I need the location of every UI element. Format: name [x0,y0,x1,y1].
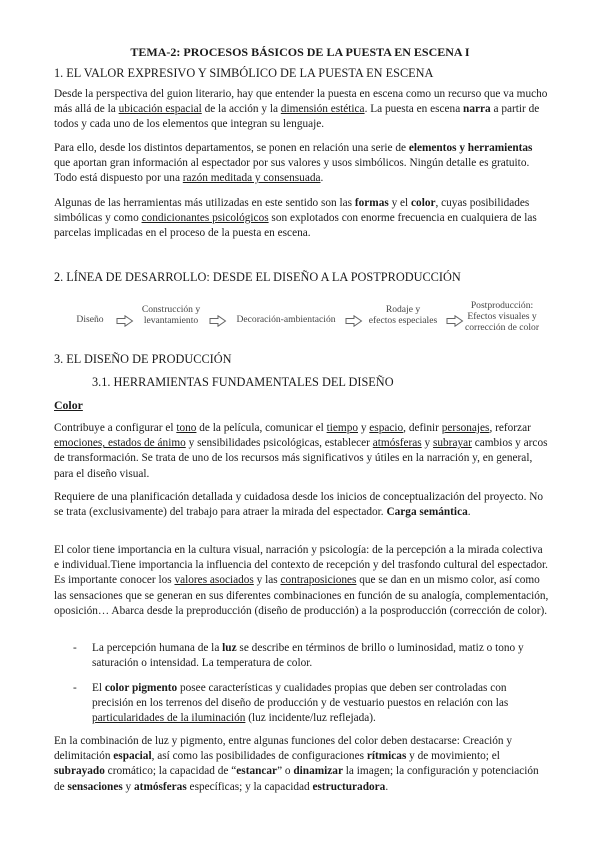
underlined-text: emociones, estados de ánimo [54,437,186,450]
underlined-text: subrayar [432,437,472,450]
text-run: . [385,780,389,793]
text-run: Algunas de las herramientas más utilizadas en este sentido son las [54,197,355,209]
text-run: . La puesta en escena [364,103,464,116]
text-run: y sensibilidades psicológicas, establecer [185,437,373,450]
section-1-paragraph-2 [54,141,550,187]
text-run: En la combinación de luz y pigmento, entre algunas funciones del color deben destacarse: Creación y delimitación [54,735,512,763]
section-3-heading: 3. EL DISEÑO DE PRODUCCIÓN [54,352,232,366]
underlined-text: atmósferas [372,437,422,450]
bold-text: luz [222,642,237,654]
text-run: Desde la perspectiva del guion literario, hay que entender la puesta en escena como un recurso que va mucho más allá de la [54,88,548,116]
section-1-paragraph-3 [54,196,550,242]
text-run: que se dan en un mismo color, así como las sensaciones que se generan en sus diferentes combinaciones en función de su analogía, complementación, oposición… Abarca desde la preproducción (diseño de producción) a la posproducción (corrección de color). [54,574,549,617]
bold-text: elementos y herramientas [408,142,533,154]
flow-step-line: Efectos visuales y [467,311,537,322]
underlined-text: ubicación espacial [118,103,202,116]
flow-step-line: Postproducción: [470,300,534,311]
underlined-text: valores asociados [174,574,254,587]
underlined-text: dimensión estética [280,103,365,116]
text-run: Contribuye a configurar el [54,422,177,434]
flow-step-design: Diseño [76,314,104,325]
bold-text: narra [463,103,491,116]
flow-step-line: Rodaje y [385,304,421,315]
bullet-dash: - [73,642,77,654]
bold-text: color pigmento [104,682,178,694]
text-run: y [122,780,135,793]
development-flow-diagram [70,300,540,344]
text-run: ” o [277,765,294,778]
bold-text: atmósferas [134,780,187,793]
arrow-right-icon [209,315,227,327]
arrow-right-icon [446,315,464,327]
text-run: . [467,506,471,519]
bold-text: rítmicas [366,750,407,763]
text-run: y [358,422,370,434]
underlined-text: tiempo [326,422,358,434]
text-run: que aportan gran información al espectador por sus valores y usos simbólicos. Ningún detalle es gratuito. Todo está dispuesto por una [54,157,530,185]
bold-text: color [411,197,436,209]
text-run: y el [388,197,412,209]
bullet-dash: - [73,682,77,694]
text-run: se describe en términos de brillo o luminosidad, matiz o tono y saturación o intensidad. La temperatura de color. [92,642,524,670]
flow-step-shooting [362,304,444,326]
section-1-heading: 1. EL VALOR EXPRESIVO Y SIMBÓLICO DE LA PUESTA EN ESCENA [54,66,434,80]
underlined-text: particularidades de la iluminación [92,712,246,725]
arrow-right-icon [345,315,363,327]
color-paragraph-2 [54,490,550,520]
underlined-text: contraposiciones [280,574,357,587]
text-run: Para ello, desde los distintos departamentos, se ponen en relación una serie de [54,142,409,154]
text-run: , definir [403,422,442,434]
text-run: a partir de todos y cada uno de los elementos que integran su lenguaje. [54,103,540,131]
bold-text: estancar [236,765,278,778]
text-run: son explotados con enorme frecuencia en cualquiera de las parcelas implicadas en el proceso de la puesta en escena. [54,212,537,240]
text-run: de la acción y la [201,103,281,116]
list-item [92,681,550,727]
underlined-text: espacio [369,422,404,434]
underlined-text: condicionantes psicológicos [141,212,269,225]
bold-text: sensaciones [67,780,123,793]
color-paragraph-4 [54,734,550,795]
text-run: El color tiene importancia en la cultura visual, narración y psicología: de la percepción a la mirada colectiva e individual.Tiene importancia la influencia del contexto de recepción y del trasfondo cultural del espectador. Es importante conocer los [54,544,548,587]
arrow-right-icon [116,315,134,327]
underlined-text: personajes [441,422,490,434]
flow-step-postproduction [464,300,540,333]
text-run: , cuyas posibilidades simbólicas y como [54,197,530,225]
flow-step-line: levantamiento [143,315,199,326]
section-2-heading: 2. LÍNEA DE DESARROLLO: DESDE EL DISEÑO A LA POSTPRODUCCIÓN [54,270,461,284]
text-run: de la película, comunicar el [196,422,327,434]
text-run: específicas; y la capacidad [186,780,313,793]
bold-text: formas [354,197,389,209]
color-paragraph-3 [54,543,550,619]
section-3-1-heading: 3.1. HERRAMIENTAS FUNDAMENTALES DEL DISEÑO [92,375,394,389]
color-subheading: Color [54,398,83,412]
text-run: Requiere de una planificación detallada y cuidadosa desde los inicios de conceptualización del proyecto. No se trata (exclusivamente) del trabajo para atraer la mirada del espectador. [54,491,544,519]
text-run: (luz incidente/luz reflejada). [245,712,376,725]
list-item [92,641,550,671]
text-run: La percepción humana de la [92,642,223,654]
text-run: posee características y cualidades propias que deben ser controladas con precisión en los terrenos del diseño de producción y de vestuario puestos en relación con las [92,682,509,710]
flow-step-decoration: Decoración-ambientación [236,314,336,325]
text-run: y [421,437,433,450]
section-1-paragraph-1 [54,87,550,133]
bold-text: dinamizar [293,765,343,778]
text-run: . [320,172,324,185]
text-run: El [92,682,105,694]
text-run: cambios y arcos de transformación. Se trata de uno de los recursos más significativos y útiles en la narración y, en general, para el diseño visual. [54,437,548,480]
flow-step-line: corrección de color [464,322,540,333]
bold-text: estructuradora [312,780,386,793]
color-paragraph-1 [54,421,550,482]
text-run: la imagen; la configuración y potenciación de [54,765,539,793]
text-run: cromático; la capacidad de “ [104,765,237,778]
text-run: y de movimiento; el [406,750,500,763]
text-run: , reforzar [489,422,531,434]
text-run: , así como las posibilidades de configuraciones [151,750,367,763]
underlined-text: tono [176,422,197,434]
page-title: TEMA-2: PROCESOS BÁSICOS DE LA PUESTA EN ESCENA I [130,45,470,59]
bold-text: subrayado [54,765,105,778]
underlined-text: razón meditada y consensuada [182,172,321,185]
flow-step-line: Construcción y [141,304,201,315]
bold-text: espacial [113,750,152,763]
bold-text: Carga semántica [386,506,468,519]
flow-step-line: efectos especiales [368,315,438,326]
text-run: y las [253,574,281,587]
flow-step-construction [138,304,204,326]
